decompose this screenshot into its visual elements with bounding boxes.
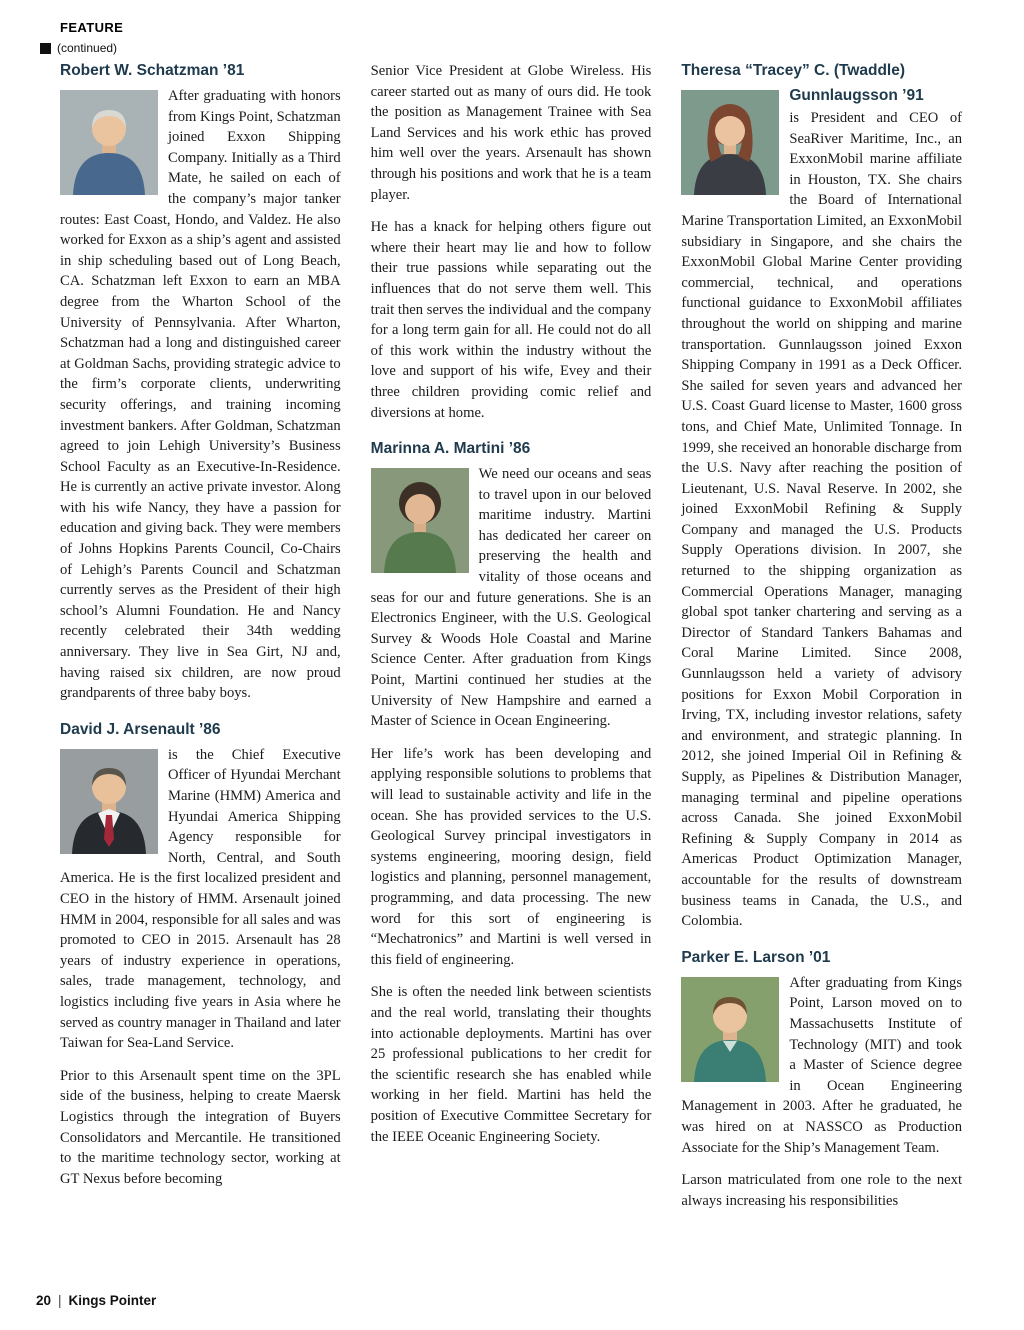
profile-paragraph: Senior Vice President at Globe Wireless. His career started out as many of ours did. He took the position as Management Trainee with Sea Land Services and his work ethic has proved him well over the years. Arsenault has shown through his positions and work that he is a team player.	[370, 63, 652, 203]
profile-body	[681, 86, 962, 932]
profile-body	[60, 86, 341, 704]
schatzman-headshot-photo	[60, 90, 158, 195]
gunnlaugsson-headshot-photo	[681, 90, 779, 195]
profile-paragraph: After graduating from Kings Point, Larson moved on to Massachusetts Institute of Technology (MIT) and took a Master of Science degree in Ocean Engineering Management in 2003. After he graduated, he was hired on at NASSCO as Production Associate for the Ship’s Management Team.	[681, 974, 963, 1156]
profile-paragraph: Larson matriculated from one role to the next always increasing his responsibilities	[681, 1172, 963, 1209]
page-header	[57, 20, 962, 55]
larson-headshot-photo	[681, 977, 779, 1082]
feature-label: FEATURE	[60, 20, 124, 35]
arsenault-headshot-photo	[60, 749, 158, 854]
profile-paragraph: Prior to this Arsenault spent time on the 3PL side of the business, helping to create Maersk Logistics through the integration of Buyers Consolidators and Mercantile. He transitioned to the maritime technology sector, working at GT Nexus before becoming	[60, 1067, 341, 1187]
profile-name: Robert W. Schatzman ’81	[60, 62, 245, 79]
profile-paragraph: We need our oceans and seas to travel upon in our beloved maritime industry. Martini has dedicated her career on preserving the health and vitality of those oceans and seas for our and future generations. She is an Electronics Engineer, with the U.S. Geological Survey & Woods Hole Coastal and Marine Science Center. After graduation from Kings Point, Martini continued her studies at the University of New Hampshire and earned a Master of Science in Ocean Engineering.	[370, 466, 652, 730]
footer-separator: |	[58, 1293, 62, 1308]
column-1	[60, 61, 341, 1211]
profile-name: David J. Arsenault ’86	[60, 720, 221, 738]
profile-marinna-martini	[371, 439, 652, 1147]
profile-name-continued: Gunnlaugsson ’91	[789, 87, 924, 104]
profile-theresa-gunnlaugsson	[681, 61, 962, 932]
profile-body	[371, 61, 652, 423]
continued-label: (continued)	[57, 41, 118, 55]
profile-paragraph: is the Chief Executive Officer of Hyundai Merchant Marine (HMM) America and Hyundai America Shipping Agency responsible for North, Central, and South America. He is the first localized president and CEO in the history of HMM. Arsenault joined HMM in 2004, responsible for all sales and was promoted to CEO in 2015. Arsenault has 28 years of industry experience in operations, sales, trade management, technology, and logistics including five years in Asia where he served as country manager in Thailand and later Taiwan for Sea-Land Service.	[60, 746, 341, 1052]
page-footer	[36, 1293, 156, 1308]
profile-paragraph: After graduating with honors from Kings Point, Schatzman joined Exxon Shipping Company. Initially as a Third Mate, he sailed on each of the company’s major tanker routes: East Coast, Hondo, and Valdez. He also worked for Exxon as a ship’s agent and assisted in ship scheduling based out of Long Beach, CA. Schatzman left Exxon to earn an MBA degree from the Wharton School of the University of Pennsylvania. After Wharton, Schatzman had a long and distinguished career at Goldman Sachs, providing strategic advice to the firm’s corporate clients, underwriting security offerings, and training incoming investment bankers. After Goldman, Schatzman agreed to join Lehigh University’s Business School Faculty as an Executive-In-Residence. He is currently an active private investor. Along with his wife Nancy, they have a passion for education and giving back. They were members of Johns Hopkins Parents Council, Co-Chairs of Lehigh’s Parents Council and Schatzman currently serves as the President of their high school’s Alumni Foundation. He and Nancy recently celebrated their 34th wedding anniversary. They live in Sea Girt, NJ and, having raised six children, are now proud grandparents of three baby boys.	[60, 88, 341, 702]
article-columns	[60, 61, 962, 1211]
profile-body	[60, 745, 341, 1189]
profile-paragraph: She is often the needed link between scientists and the real world, translating their thoughts into actionable deployments. Martini has over 25 professional publications to her credit for the scientific research she has enabled while working in her field. Martini has held the position of Executive Committee Secretary for the IEEE Oceanic Engineering Society.	[370, 984, 652, 1145]
martini-headshot-photo	[371, 468, 469, 573]
column-3	[681, 61, 962, 1211]
magazine-title: Kings Pointer	[68, 1293, 157, 1308]
profile-body	[371, 464, 652, 1147]
profile-paragraph: Her life’s work has been developing and applying responsible solutions to problems that will lead to sustainable activity and life in the ocean. She has provided services to the U.S. Geological Survey principal investigators in systems engineering, mooring design, field logistics and planning, personnel management, programming, and data processing. The new word for this sort of engineering is “Mechatronics” and Martini is well versed in this field of engineering.	[370, 745, 652, 968]
profile-name: Theresa “Tracey” C. (Twaddle)	[681, 62, 906, 79]
page-number: 20	[36, 1293, 52, 1308]
profile-name: Parker E. Larson ’01	[681, 948, 831, 966]
profile-paragraph: He has a knack for helping others figure out where their heart may lie and how to follow their true passions while separating out the influences that do not serve them well. This trait then serves the individual and the company for a long term gain for all. He could not do all of this work within the industry without the love and support of his wife, Evey and their three children providing comic relief and diversions at home.	[370, 219, 652, 421]
profile-parker-larson	[681, 948, 962, 1212]
square-bullet-icon	[40, 43, 51, 54]
profile-david-arsenault	[60, 720, 341, 1189]
profile-paragraph: is President and CEO of SeaRiver Maritime, Inc., an ExxonMobil marine affiliate in Houston, TX. She chairs the Board of International Marine Transportation Limited, an ExxonMobil subsidiary in Singapore, and she chairs the ExxonMobil Global Marine Center providing commercial, technical, and operations functional guidance to ExxonMobil affiliates throughout the world on shipping and marine transportation. Gunnlaugsson joined Exxon Shipping Company in 1991 as a Deck Officer. She sailed for seven years and advanced her U.S. Coast Guard license to Master, 1600 gross tons, and Chief Mate, Unlimited Tonnage. In 1999, she received an honorable discharge from the U.S. Navy after reaching the position of Lieutenant, U.S. Naval Reserve. In 2002, she joined ExxonMobil Refining & Supply Company and managed the U.S. Products Supply Operations division. In 2007, she returned to the shipping organization as Commercial Operations Manager, managing global spot tanker chartering and serving as a Director of Standard Tankers Bahamas and Coral Marine Limited. Since 2008, Gunnlaugsson held a variety of advisory positions for Exxon Mobil Corporation in Irving, TX, including investor relations, safety and environment, and strategic planning. In 2012, she joined Imperial Oil in Refining & Supply, as Pipelines & Distribution Manager, managing terminal and pipeline operations across Canada. She joined ExxonMobil Refining & Supply Company in 2014 as Americas Product Optimization Manager, accountable for the results of downstream business teams in Canada, the U.S., and Colombia.	[681, 110, 963, 930]
profile-robert-schatzman	[60, 61, 341, 704]
arsenault-continuation	[371, 61, 652, 423]
column-2	[371, 61, 652, 1211]
profile-name: Marinna A. Martini ’86	[370, 440, 531, 458]
continued-row	[40, 41, 962, 55]
profile-body	[681, 973, 962, 1212]
